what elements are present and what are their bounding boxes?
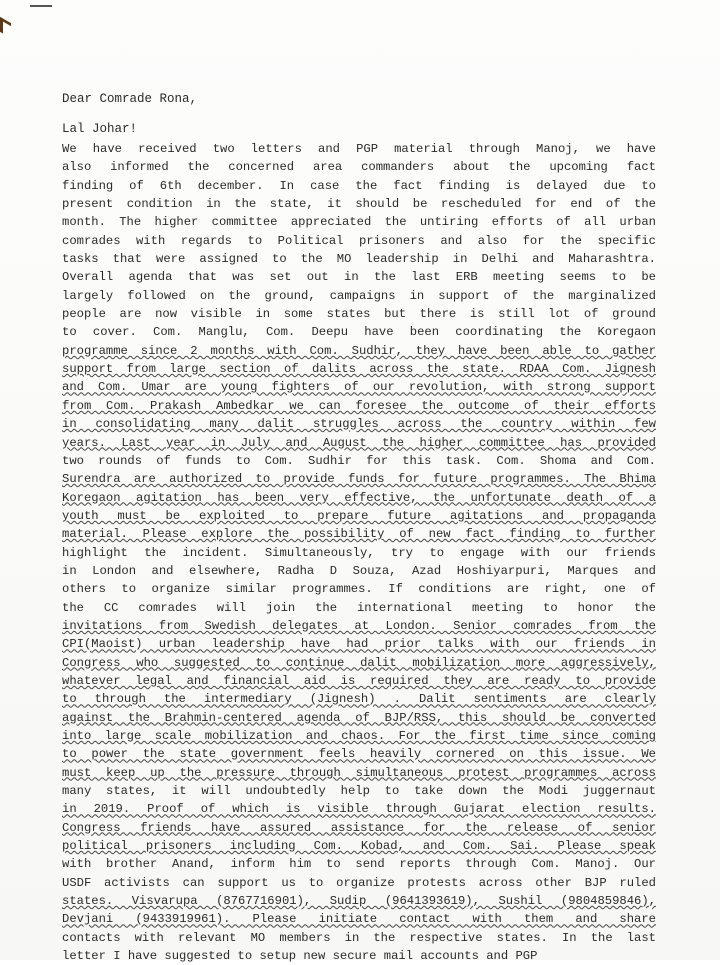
letter-line: present condition in the state, it should be rescheduled for end of the	[62, 197, 656, 212]
letter-line: in 2019. Proof of which is visible through Gujarat election results.	[62, 802, 656, 817]
letter-line: the CC comrades will join the international meeting to honor the	[62, 600, 656, 615]
letter-line: against the Brahmin-centered agenda of BJP/RSS, this should be converted	[62, 710, 656, 725]
letter-line: whatever legal and financial aid is required they are ready to provide	[62, 673, 656, 688]
letter-line: and Com. Umar are young fighters of our revolution, with strong support	[62, 380, 656, 395]
letter-line: states. Visvarupa (8767716901), Sudip (9641393619), Sushil (9804859846),	[62, 894, 656, 909]
letter-line: invitations from Swedish delegates at London. Senior comrades from the	[62, 618, 656, 633]
scan-mark	[30, 5, 52, 7]
letter-line: to through the intermediary (Jignesh) . Dalit sentiments are clearly	[62, 692, 656, 707]
letter-line: finding of 6th december. In case the fact finding is delayed due to	[62, 178, 656, 193]
letter-line: We have received two letters and PGP material through Manoj, we have	[62, 142, 656, 156]
letter-line: two rounds of funds to Com. Sudhir for this task. Com. Shoma and Com.	[62, 453, 656, 468]
letter-line: Congress who suggested to continue dalit mobilization more aggressively,	[62, 655, 656, 670]
letter-line: many states, it will undoubtedly help to take down the Modi juggernaut	[62, 784, 656, 799]
greeting: Lal Johar!	[62, 122, 138, 136]
letter-line: comrades with regards to Political prisoners and also for the specific	[62, 233, 656, 248]
salutation: Dear Comrade Rona,	[62, 92, 198, 106]
letter-line: material. Please explore the possibility of new fact finding to further	[62, 527, 656, 542]
letter-line: with brother Anand, inform him to send reports through Com. Manoj. Our	[62, 857, 656, 872]
letter-line: others to organize similar programmes. If conditions are right, one of	[62, 582, 656, 597]
letter-line: Surendra are authorized to provide funds for future programmes. The Bhima	[62, 472, 656, 487]
letter-line: Congress friends have assured assistance for the release of senior	[62, 820, 656, 835]
letter-line: Overall agenda that was set out in the last ERB meeting seems to be	[62, 270, 656, 285]
letter-line: to power the state government feels heavily cornered on this issue. We	[62, 747, 656, 762]
letter-line: largely followed on the ground, campaigns in support of the marginalized	[62, 288, 656, 303]
letter-line: Koregaon agitation has been very effective, the unfortunate death of a	[62, 490, 656, 505]
letter-line: in London and elsewhere, Radha D Souza, Azad Hoshiyarpuri, Marques and	[62, 563, 656, 578]
corner-mark	[0, 17, 11, 38]
letter-line: highlight the incident. Simultaneously, try to engage with our friends	[62, 545, 656, 560]
letter-line: also informed the concerned area commanders about the upcoming fact	[62, 160, 656, 175]
letter-line: to cover. Com. Manglu, Com. Deepu have been coordinating the Koregaon	[62, 325, 656, 340]
letter-line: years. Last year in July and August the higher committee has provided	[62, 435, 656, 450]
letter-line: contacts with relevant MO members in the respective states. In the last	[62, 930, 656, 945]
letter-line: CPI(Maoist) urban leadership have had prior talks with our friends in	[62, 637, 656, 652]
letter-line: USDF activists can support us to organize protests across other BJP ruled	[62, 875, 656, 890]
letter-line: must keep up the pressure through simultaneous protest programmes across	[62, 765, 656, 780]
letter-line: programme since 2 months with Com. Sudhir, they have been able to gather	[62, 343, 656, 358]
letter-line: Devjani (9433919961). Please initiate contact with them and share	[62, 912, 656, 927]
letter-line: people are now visible in some states but there is still lot of ground	[62, 307, 656, 322]
letter-line: support from large section of dalits across the state. RDAA Com. Jignesh	[62, 362, 656, 377]
letter-line: month. The higher committee appreciated the untiring efforts of all urban	[62, 215, 656, 230]
letter-line: political prisoners including Com. Kobad, and Com. Sai. Please speak	[62, 839, 656, 854]
letter-body	[62, 140, 656, 965]
letter-line: into large scale mobilization and chaos. For the first time since coming	[62, 729, 656, 743]
letter-line: letter I have suggested to setup new secure mail accounts and PGP	[62, 949, 538, 964]
letter-line: youth must be exploited to prepare future agitations and propaganda	[62, 508, 656, 523]
letter-line: from Com. Prakash Ambedkar we can foresee the outcome of their efforts	[62, 398, 656, 413]
letter-line: in consolidating many dalit struggles across the country within few	[62, 417, 656, 432]
letter-line: tasks that were assigned to the MO leadership in Delhi and Maharashtra.	[62, 252, 656, 267]
